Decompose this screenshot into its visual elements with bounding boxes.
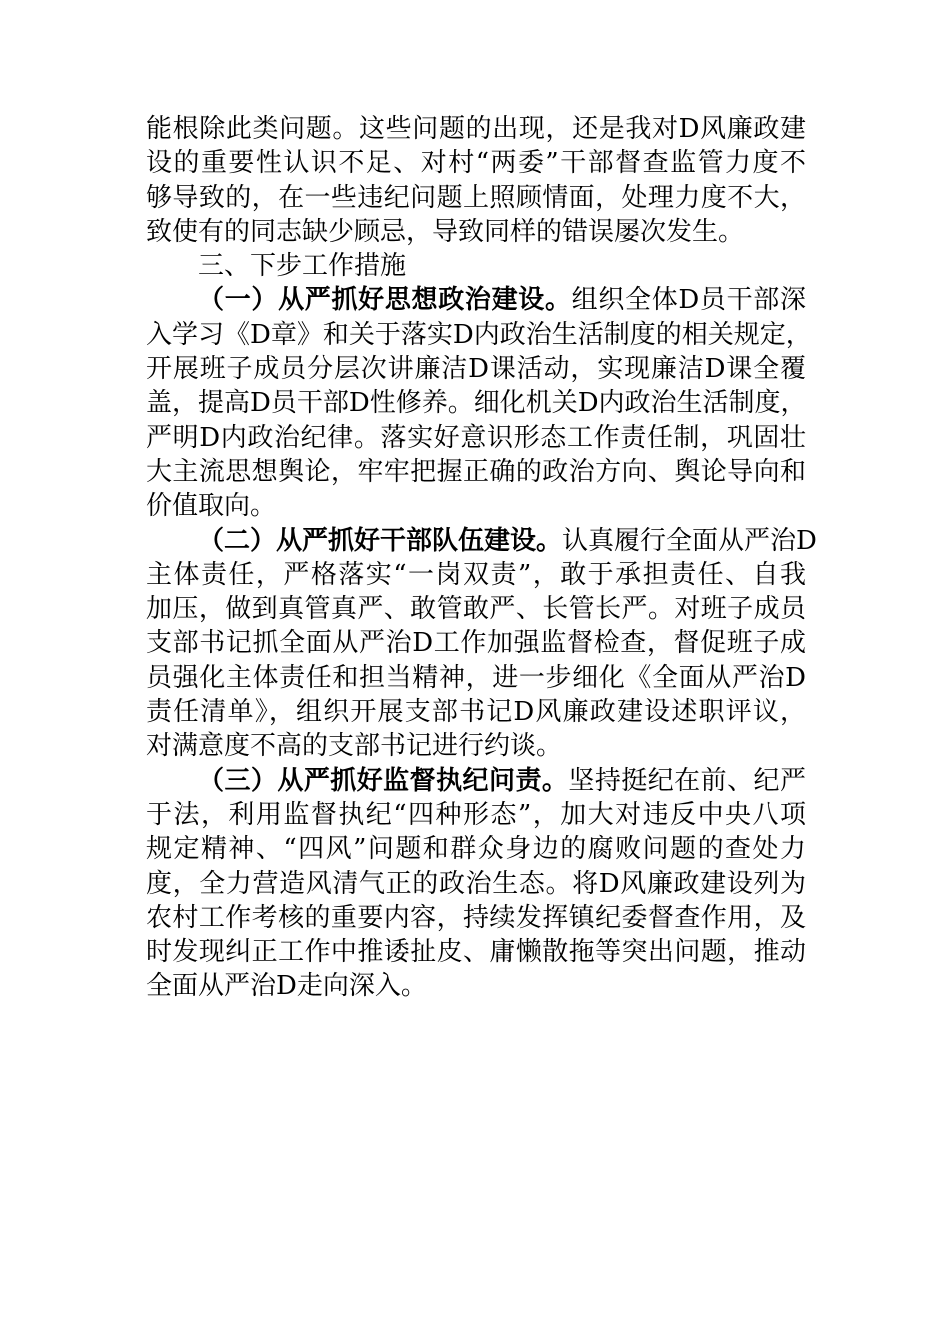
text-line: 够导致的，在一些违纪问题上照顾情面，处理力度不大， [146,182,806,213]
paragraph-supervision-discipline [146,764,806,1004]
text-line: 设的重要性认识不足、对村“两委”干部督查监管力度不 [146,148,806,179]
text-line: 盖，提高D员干部D性修养。细化机关D内政治生活制度， [146,388,807,419]
text-span: 认真履行全面从严治D [562,525,817,556]
text-line: 责任清单》，组织开展支部书记D风廉政建设述职评议， [146,697,806,728]
text-line: 加压，做到真管真严、敢管敢严、长管长严。对班子成员 [146,594,806,625]
paragraph-lead: （三）从严抓好监督执纪问责。 [198,765,569,796]
section-heading: 三、下步工作措施 [198,251,407,282]
text-line: 员强化主体责任和担当精神，进一步细化《全面从严治D [146,662,806,693]
text-line: 对满意度不高的支部书记进行约谈。 [146,731,563,762]
text-span: 坚持挺纪在前、纪严 [568,765,806,796]
text-span: 组织全体D员干部深 [571,285,806,316]
text-line: 全面从严治D走向深入。 [146,971,427,1002]
text-line: 度，全力营造风清气正的政治生态。将D风廉政建设列为 [146,868,806,899]
paragraph-ideological-building [146,283,812,523]
text-line: 致使有的同志缺少顾忌，导致同样的错误屡次发生。 [146,216,745,247]
text-line: 入学习《D章》和关于落实D内政治生活制度的相关规定， [146,319,812,350]
text-line: 大主流思想舆论，牢牢把握正确的政治方向、舆论导向和 [146,456,806,487]
paragraph-continuation [146,112,806,249]
paragraph-cadre-building [146,524,817,764]
text-line [146,524,817,558]
text-line: 严明D内政治纪律。落实好意识形态工作责任制，巩固壮 [146,422,806,453]
text-line: 农村工作考核的重要内容，持续发挥镇纪委督查作用，及 [146,902,806,933]
paragraph-lead: （一）从严抓好思想政治建设。 [198,285,572,316]
text-line: 时发现纠正工作中推诿扯皮、庸懒散拖等突出问题，推动 [146,937,806,968]
text-line [146,283,806,317]
text-line [146,764,806,798]
text-line: 主体责任，严格落实“一岗双责”，敢于承担责任、自我 [146,559,806,590]
text-line: 支部书记抓全面从严治D工作加强监督检查，督促班子成 [146,628,806,659]
paragraph-lead: （二）从严抓好干部队伍建设。 [198,525,563,556]
text-line: 能根除此类问题。这些问题的出现，还是我对D风廉政建 [146,114,806,144]
document-page [146,112,817,1004]
text-line: 开展班子成员分层次讲廉洁D课活动，实现廉洁D课全覆 [146,354,806,385]
text-line: 价值取向。 [146,491,277,522]
text-line: 于法，利用监督执纪“四种形态”，加大对违反中央八项 [146,799,806,830]
text-line: 规定精神、“四风”问题和群众身边的腐败问题的查处力 [146,834,806,865]
